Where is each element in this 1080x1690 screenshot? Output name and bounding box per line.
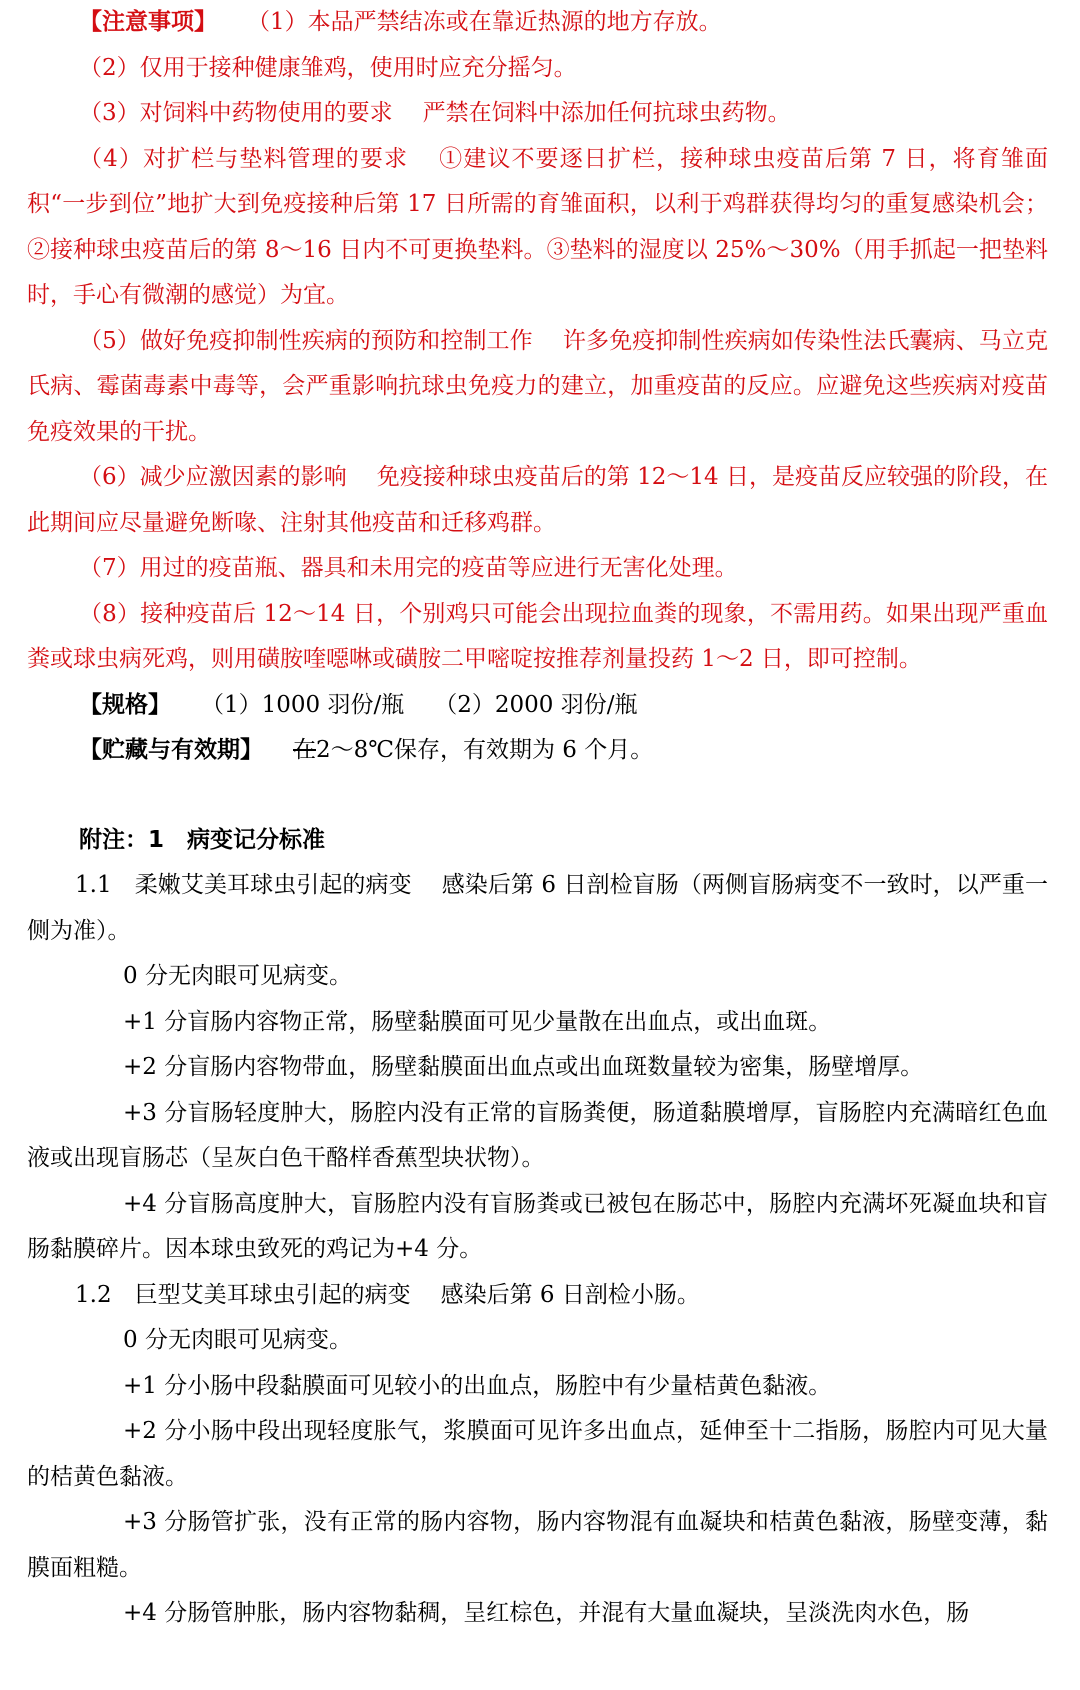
score-label: +2 分 <box>123 1418 188 1444</box>
score-item <box>27 1500 1048 1591</box>
spec-line <box>27 683 1048 729</box>
precaution-3-text: 严禁在饲料中添加任何抗球虫药物。 <box>422 100 791 126</box>
precaution-item-7: （7）用过的疫苗瓶、器具和未用完的疫苗等应进行无害化处理。 <box>79 555 738 581</box>
appendix-title: 附注：1 病变记分标准 <box>79 826 326 853</box>
score-description: 肠管扩张，没有正常的肠内容物，肠内容物混有血凝块和桔黄色黏液，肠壁变薄，黏膜面粗糙。 <box>27 1509 1048 1581</box>
precaution-5-lead: （5）做好免疫抑制性疾病的预防和控制工作 <box>79 327 533 354</box>
precaution-4-text: ①建议不要逐日扩栏，接种球虫疫苗后第 7 日，将育雏面积“一步到位”地扩大到免疫接种后第 17 日所需的育雏面积，以利于鸡群获得均匀的重复感染机会；②接种球虫疫苗后的第 8～16 日内不可更换垫料。③垫料的湿度以 25%～30%（用手抓起一把垫料时，手心有微潮的感觉）为宜。 <box>27 145 1048 308</box>
storage-text: 2～8℃保存，有效期为 6 个月。 <box>316 737 654 763</box>
score-label: +3 分 <box>123 1099 188 1126</box>
precautions-heading: 【注意事项】 <box>79 9 217 35</box>
score-item <box>27 1318 1048 1364</box>
spec-option-1: （1）1000 羽份/瓶 <box>201 691 405 718</box>
score-item <box>27 1182 1048 1273</box>
score-item <box>27 1091 1048 1182</box>
section-1-1-text: 感染后第 6 日剖检盲肠（两侧盲肠病变不一致时，以严重一侧为准）。 <box>27 872 1048 944</box>
storage-line <box>27 728 1048 774</box>
score-description: 小肠中段黏膜面可见较小的出血点，肠腔中有少量桔黄色黏液。 <box>187 1372 832 1399</box>
precaution-item-8: （8）接种疫苗后 12～14 日，个别鸡只可能会出现拉血粪的现象，不需用药。如果出现严重血粪或球虫病死鸡，则用磺胺喹噁啉或磺胺二甲嘧啶按推荐剂量投药 1～2 日，即可控制。 <box>27 600 1048 672</box>
spec-heading: 【规格】 <box>79 691 171 718</box>
score-description: 盲肠内容物带血，肠壁黏膜面出血点或出血斑数量较为密集，肠壁增厚。 <box>187 1054 924 1080</box>
spec-option-2: （2）2000 羽份/瓶 <box>434 691 638 718</box>
section-1-2 <box>27 1273 1048 1319</box>
precaution-5-text: 许多免疫抑制性疾病如传染性法氏囊病、马立克氏病、霉菌毒素中毒等，会严重影响抗球虫免疫力的建立，加重疫苗的反应。应避免这些疾病对疫苗免疫效果的干扰。 <box>27 327 1048 445</box>
precaution-item-6 <box>27 455 1048 546</box>
score-description: 小肠中段出现轻度胀气，浆膜面可见许多出血点，延伸至十二指肠，肠腔内可见大量的桔黄色黏液。 <box>27 1418 1048 1490</box>
score-label: +1 分 <box>123 1372 188 1399</box>
precaution-4-lead: （4）对扩栏与垫料管理的要求 <box>79 145 409 172</box>
precaution-3-lead: （3）对饲料中药物使用的要求 <box>79 100 393 126</box>
storage-heading: 【贮藏与有效期】 <box>79 737 263 763</box>
precaution-6-lead: （6）减少应激因素的影响 <box>79 464 347 490</box>
score-item <box>27 1591 1048 1637</box>
score-label: +1 分 <box>123 1008 188 1035</box>
section-1-1-score-list <box>27 954 1048 1273</box>
score-item <box>27 1045 1048 1091</box>
score-description: 盲肠内容物正常，肠壁黏膜面可见少量散在出血点，或出血斑。 <box>187 1008 832 1035</box>
precaution-item-5 <box>27 319 1048 456</box>
score-description: 盲肠轻度肿大，肠腔内没有正常的盲肠粪便，肠道黏膜增厚，盲肠腔内充满暗红色血液或出现盲肠芯（呈灰白色干酪样香蕉型块状物）。 <box>27 1099 1048 1171</box>
score-label: +3 分 <box>123 1509 188 1535</box>
score-description: 无肉眼可见病变。 <box>167 963 352 989</box>
score-label: +4 分 <box>123 1190 188 1217</box>
score-item <box>27 1000 1048 1046</box>
precaution-1-text: （1）本品严禁结冻或在靠近热源的地方存放。 <box>247 9 722 35</box>
storage-struck-text: 在 <box>293 737 316 763</box>
section-1-1-title: 1.1 柔嫩艾美耳球虫引起的病变 <box>75 872 412 898</box>
score-item <box>27 1364 1048 1410</box>
score-description: 无肉眼可见病变。 <box>167 1327 352 1353</box>
score-label: +2 分 <box>123 1054 188 1080</box>
precaution-item-1 <box>27 0 1048 46</box>
score-item <box>27 1409 1048 1500</box>
section-1-2-title: 1.2 巨型艾美耳球虫引起的病变 <box>75 1281 411 1308</box>
section-1-2-text: 感染后第 6 日剖检小肠。 <box>440 1281 700 1308</box>
score-label: 0 分 <box>123 1327 168 1353</box>
section-1-2-score-list <box>27 1318 1048 1637</box>
score-description: 肠管肿胀，肠内容物黏稠，呈红棕色，并混有大量血凝块，呈淡洗肉水色，肠 <box>187 1600 970 1626</box>
precaution-6-text: 免疫接种球虫疫苗后的第 12～14 日，是疫苗反应较强的阶段，在此期间应尽量避免断喙、注射其他疫苗和迁移鸡群。 <box>27 464 1049 536</box>
score-label: +4 分 <box>123 1600 188 1626</box>
precaution-item-2: （2）仅用于接种健康雏鸡，使用时应充分摇匀。 <box>79 54 577 81</box>
score-label: 0 分 <box>123 963 168 989</box>
precaution-item-4 <box>27 137 1048 319</box>
score-item <box>27 954 1048 1000</box>
section-1-1 <box>27 863 1048 954</box>
precaution-item-3 <box>27 91 1048 137</box>
score-description: 盲肠高度肿大，盲肠腔内没有盲肠粪或已被包在肠芯中，肠腔内充满坏死凝血块和盲肠黏膜碎片。因本球虫致死的鸡记为+4 分。 <box>27 1190 1048 1262</box>
